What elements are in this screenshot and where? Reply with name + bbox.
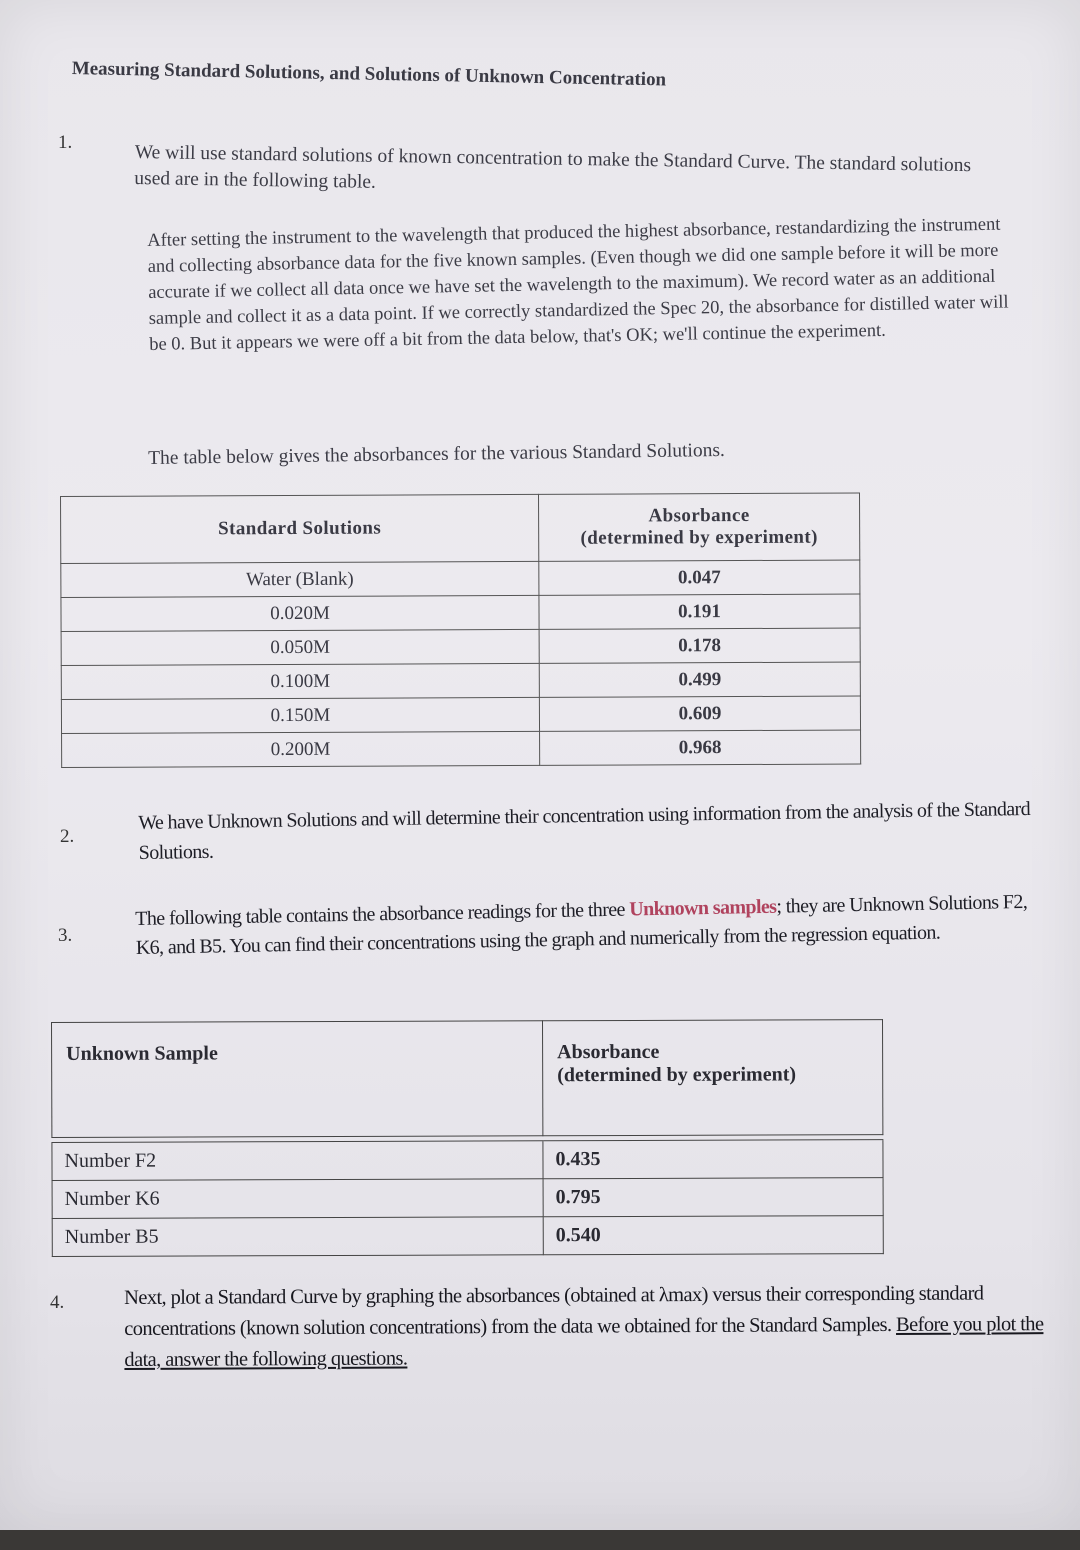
unknown-absorbance-cell: 0.435 [543,1140,883,1179]
table-row [61,560,860,597]
standard-solution-cell: 0.150M [61,697,539,733]
unknowns-table-header [52,1020,883,1138]
unknowns-table [51,1019,884,1257]
standards-table-caption: The table below gives the absorbances for the various Standard Solutions. [148,439,726,469]
section-2-text: We have Unknown Solutions and will determine their concentration using information from the analysis of the Standard Solutions. [138,797,1031,864]
unknown-absorbance-cell: 0.540 [543,1216,883,1255]
standard-solution-cell: 0.050M [61,629,539,665]
unknowns-col-header-absorbance-line1: Absorbance [557,1040,660,1064]
table-row [61,696,860,733]
unknown-sample-cell: Number F2 [52,1141,543,1181]
section-3-text-before: The following table contains the absorbance readings for the three [135,898,630,930]
section-4-text [124,1278,1074,1376]
section-3-text [135,888,1046,963]
table-row [62,730,861,767]
standard-solution-cell: 0.100M [61,663,539,699]
standard-solution-cell: 0.020M [61,595,539,631]
section-2-number: 2. [60,826,75,847]
page-title: Measuring Standard Solutions, and Solutions of Unknown Concentration [71,58,667,91]
table-row [61,628,860,665]
section-3-text-after: ; they are Unknown Solutions F2, K6, and B5. You can find their concentrations using the graph and numerically from the regression equation. [135,890,1028,959]
unknowns-col-header-absorbance-line2: (determined by experiment) [557,1063,797,1087]
table-row [61,662,860,699]
section-1-number: 1. [58,132,73,153]
standards-col-header-absorbance-line1: Absorbance [648,504,750,527]
standard-solution-cell: Water (Blank) [61,561,539,597]
standards-col-header-absorbance [538,493,859,561]
standard-absorbance-cell: 0.191 [539,594,860,629]
table-row [52,1178,883,1219]
table-row [52,1140,883,1181]
table-row [52,1216,883,1257]
unknown-samples-highlight: Unknown samples [629,895,777,921]
section-4-text-main: Next, plot a Standard Curve by graphing the absorbances (obtained at λmax) versus their corresponding standard concentrations (known solution concentrations) from the data we obtained for the Standard Samples. [124,1282,984,1340]
standard-absorbance-cell: 0.968 [540,730,861,765]
standard-absorbance-cell: 0.499 [539,662,860,697]
standards-col-header-absorbance-line2: (determined by experiment) [580,526,818,549]
section-1-detail: After setting the instrument to the wavelength that produced the highest absorbance, restandardizing the instrument and collecting absorbance data for the five known samples. (Even though we did one sample before it will be more accurate if we collect all data once we have set the wavelength to the maximum). We record water as an additional sample and collect it as a data point. If we correctly standardized the Spec 20, the absorbance for distilled water will be 0. But it appears we were off a bit from the data below, that's OK; we'll continue the experiment. [147,214,1009,355]
standard-absorbance-cell: 0.609 [539,696,860,731]
section-4-underlined-instruction: Before you plot the data, answer the following questions. [124,1313,1044,1371]
standards-col-header-solution: Standard Solutions [61,494,539,563]
unknown-sample-cell: Number K6 [52,1179,543,1219]
table-row [61,594,860,631]
unknowns-col-header-sample: Unknown Sample [52,1021,543,1138]
unknown-absorbance-cell: 0.795 [543,1178,883,1217]
section-1-intro: We will use standard solutions of known concentration to make the Standard Curve. The standard solutions used are in the following table. [134,141,972,193]
section-4-number: 4. [50,1292,65,1313]
section-3-number: 3. [58,925,73,946]
standard-solution-cell: 0.200M [62,731,540,767]
standard-absorbance-cell: 0.178 [539,628,860,663]
standard-absorbance-cell: 0.047 [539,560,860,595]
unknowns-col-header-absorbance [542,1020,882,1136]
standards-table-header [61,493,860,563]
unknown-sample-cell: Number B5 [52,1217,543,1257]
standards-table [60,493,861,768]
